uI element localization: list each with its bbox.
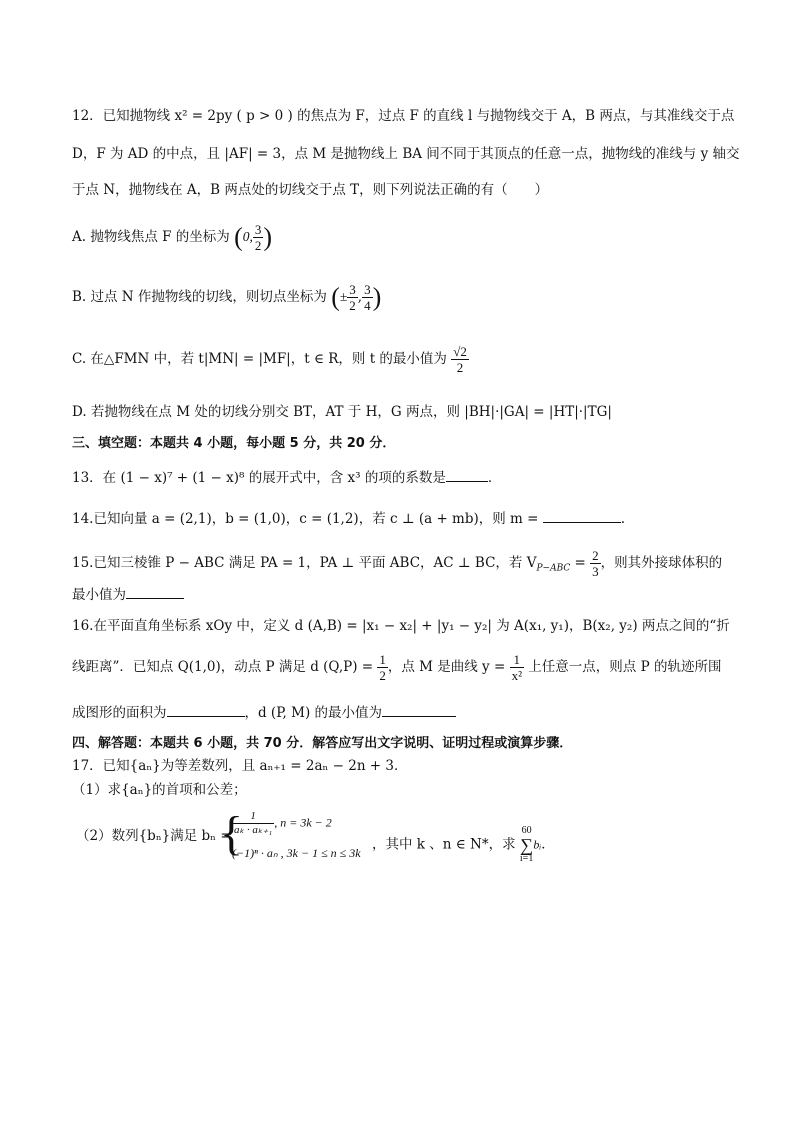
- q15-line1: 15.已知三棱锥 P − ABC 满足 PA = 1，PA ⊥ 平面 ABC，AC ⊥ BC，若 $V_{P-ABC}$ = $\frac{2}{3}$ ，则其外接球体积的: [72, 548, 723, 579]
- q17-case-2: (−1)ⁿ · aₙ , 3k − 1 ≤ n ≤ 3k: [232, 846, 361, 860]
- q16-line1: 16.在平面直角坐标系 xOy 中，定义 d (A,B) = |x₁ − x₂| + |y₁ − y₂| 为 A(x₁, y₁)，B(x₂, y₂) 两点之间的“折: [72, 618, 730, 634]
- q17-part2-tail: ，其中 k 、n ∈ N*，求 60 ∑ i=1bᵢ．: [372, 825, 555, 864]
- q16-distance-blank[interactable]: [382, 702, 456, 717]
- q16-line2: 线距离”．已知点 Q(1,0)，动点 P 满足 d (Q,P) = $\frac{1}{2}$ ，点 M 是曲线 y = $\frac{1}{\text{x²}}$ 上任意一点，则点 P 的轨迹所围: [72, 652, 722, 683]
- q16-line3: 成图形的面积为 ，d (P, M) 的最小值为: [72, 702, 722, 723]
- q12-line3: 于点 N，抛物线在 A，B 两点处的切线交于点 T，则下列说法正确的有（ ）: [72, 182, 549, 198]
- option-a-text: A. 抛物线焦点 F 的坐标为: [72, 229, 230, 245]
- section-3-heading: 三、填空题：本题共 4 小题，每小题 5 分，共 20 分．: [72, 436, 396, 451]
- q16-fraction-half: $\frac{1}{2}$: [379, 652, 386, 683]
- q13: 13．在 (1 − x)⁷ + (1 − x)⁸ 的展开式中，含 x³ 的项的系数是 ．: [72, 467, 722, 488]
- q17-part1: （1）求{aₙ}的首项和公差；: [72, 782, 247, 798]
- q15-answer-blank[interactable]: [126, 584, 184, 599]
- q15-line2: 最小值为: [72, 584, 722, 605]
- option-c-text: C. 在△FMN 中，若 t|MN| = |MF|，t ∈ R，则 t 的最小值为: [72, 351, 447, 367]
- q14-answer-blank[interactable]: [543, 508, 621, 523]
- q12-option-c: [72, 344, 722, 375]
- q16-area-blank[interactable]: [167, 702, 245, 717]
- q12-line2: D，F 为 AD 的中点，且 |AF| = 3，点 M 是抛物线上 BA 间不同于其顶点的任意一点，抛物线的准线与 y 轴交: [72, 146, 740, 162]
- q17-piecewise: { $\frac{1}{\text{aₖ · aₖ₊₁}}$ , n = 3k − 2 (−1)ⁿ · aₙ , 3k − 1 ≤ n ≤ 3k: [220, 807, 361, 860]
- section-4-heading: 四、解答题：本题共 6 小题，共 70 分．解答应写出文字说明、证明过程或演算步骤．: [72, 736, 573, 751]
- q12-option-b: B. 过点 N 作抛物线的切线，则切点坐标为 (± $\frac{3}{2}$ , $\frac{3}{4}$ ): [72, 282, 382, 313]
- q15-fraction: $\frac{2}{3}$: [592, 548, 599, 579]
- summation-symbol: 60 ∑ i=1: [519, 825, 534, 864]
- option-a-fraction: $\frac{3}{2}$: [254, 222, 262, 253]
- option-a-math: 0,: [242, 229, 253, 244]
- q13-answer-blank[interactable]: [446, 467, 488, 482]
- q12-option-d: D. 若抛物线在点 M 处的切线分别交 BT，AT 于 H，G 两点，则 |BH|·|GA| = |HT|·|TG|: [72, 404, 612, 420]
- q17-line1: 17．已知{aₙ}为等差数列，且 aₙ₊₁ = 2aₙ − 2n + 3．: [72, 758, 408, 774]
- option-c-fraction: $\frac{√2}{2}$: [453, 344, 467, 375]
- q16-fraction-curve: $\frac{1}{\text{x²}}$: [511, 652, 522, 683]
- q14: 14.已知向量 a = (2,1)，b = (1,0)，c = (1,2)，若 c ⊥ (a + mb)，则 m = .: [72, 508, 722, 529]
- option-b-fraction-2: $\frac{3}{4}$: [364, 282, 371, 313]
- q17-part2-label: （2）数列{bₙ}满足 bₙ =: [76, 828, 232, 844]
- option-b-fraction-1: $\frac{3}{2}$: [349, 282, 356, 313]
- option-b-text: B. 过点 N 作抛物线的切线，则切点坐标为: [72, 289, 327, 305]
- q12-line1: 12．已知抛物线 x² = 2py ( p > 0 ) 的焦点为 F，过点 F 的直线 l 与抛物线交于 A，B 两点，与其准线交于点: [72, 108, 735, 124]
- q17-case-1: $\frac{1}{\text{aₖ · aₖ₊₁}}$ , n = 3k − 2: [234, 810, 332, 836]
- q12-option-a: A. 抛物线焦点 F 的坐标为 (0, $\frac{3}{2}$ ): [72, 222, 273, 253]
